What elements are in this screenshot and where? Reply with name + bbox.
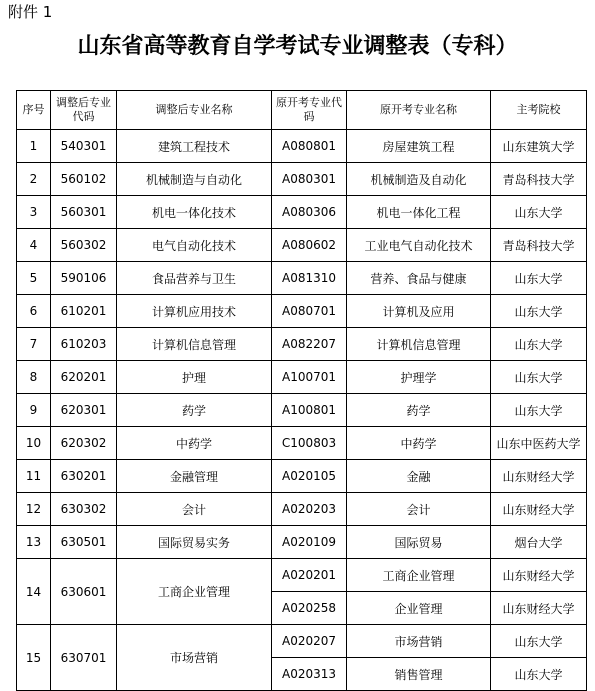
row-new-code: 610201 — [51, 295, 117, 328]
row-old-name: 计算机信息管理 — [347, 328, 491, 361]
row-school: 山东大学 — [491, 625, 587, 658]
row-seq: 3 — [17, 196, 51, 229]
row-old-code: A081310 — [272, 262, 347, 295]
row-seq: 15 — [17, 625, 51, 691]
table-row — [17, 427, 587, 460]
table-row — [17, 493, 587, 526]
row-old-code: A080301 — [272, 163, 347, 196]
row-new-name: 计算机应用技术 — [117, 295, 272, 328]
header-seq: 序号 — [17, 91, 51, 130]
row-new-name: 护理 — [117, 361, 272, 394]
row-seq: 1 — [17, 130, 51, 163]
row-new-name: 中药学 — [117, 427, 272, 460]
row-new-code: 560102 — [51, 163, 117, 196]
table-row — [17, 163, 587, 196]
row-new-code: 620301 — [51, 394, 117, 427]
row-new-code: 630302 — [51, 493, 117, 526]
header-new-name: 调整后专业名称 — [117, 91, 272, 130]
row-new-name: 国际贸易实务 — [117, 526, 272, 559]
table-row — [17, 328, 587, 361]
row-new-name: 会计 — [117, 493, 272, 526]
row-old-code: A100701 — [272, 361, 347, 394]
row-old-code: A020201 — [272, 559, 347, 592]
attachment-label: 附件 1 — [8, 3, 53, 21]
row-school: 山东建筑大学 — [491, 130, 587, 163]
row-old-code: A080801 — [272, 130, 347, 163]
row-new-name: 工商企业管理 — [117, 559, 272, 625]
row-new-code: 620201 — [51, 361, 117, 394]
row-seq: 2 — [17, 163, 51, 196]
row-old-code: A020203 — [272, 493, 347, 526]
table-row — [17, 526, 587, 559]
row-school: 山东大学 — [491, 295, 587, 328]
row-old-code: A020258 — [272, 592, 347, 625]
row-old-code: A020313 — [272, 658, 347, 691]
row-school: 山东财经大学 — [491, 559, 587, 592]
row-new-code: 630501 — [51, 526, 117, 559]
row-seq: 7 — [17, 328, 51, 361]
row-new-name: 金融管理 — [117, 460, 272, 493]
row-new-name: 机械制造与自动化 — [117, 163, 272, 196]
row-old-name: 机电一体化工程 — [347, 196, 491, 229]
row-seq: 14 — [17, 559, 51, 625]
row-new-name: 食品营养与卫生 — [117, 262, 272, 295]
row-old-name: 护理学 — [347, 361, 491, 394]
row-new-code: 560302 — [51, 229, 117, 262]
row-old-name: 房屋建筑工程 — [347, 130, 491, 163]
row-old-name: 市场营销 — [347, 625, 491, 658]
row-school: 山东大学 — [491, 328, 587, 361]
row-old-name: 中药学 — [347, 427, 491, 460]
document-title: 山东省高等教育自学考试专业调整表（专科） — [77, 33, 518, 59]
row-old-name: 药学 — [347, 394, 491, 427]
header-new-code: 调整后专业代码 — [51, 91, 117, 130]
row-new-code: 560301 — [51, 196, 117, 229]
row-seq: 13 — [17, 526, 51, 559]
row-old-code: A080306 — [272, 196, 347, 229]
header-old-code: 原开考专业代码 — [272, 91, 347, 130]
table-row — [17, 262, 587, 295]
table-body — [17, 130, 587, 691]
table-row — [17, 559, 587, 592]
row-old-name: 营养、食品与健康 — [347, 262, 491, 295]
row-old-name: 金融 — [347, 460, 491, 493]
row-school: 烟台大学 — [491, 526, 587, 559]
row-seq: 12 — [17, 493, 51, 526]
adjustment-table — [16, 90, 587, 691]
row-old-name: 国际贸易 — [347, 526, 491, 559]
row-old-code: C100803 — [272, 427, 347, 460]
row-new-code: 630601 — [51, 559, 117, 625]
row-old-code: A020207 — [272, 625, 347, 658]
row-new-code: 610203 — [51, 328, 117, 361]
table-row — [17, 229, 587, 262]
row-old-name: 企业管理 — [347, 592, 491, 625]
row-new-name: 电气自动化技术 — [117, 229, 272, 262]
row-school: 山东大学 — [491, 196, 587, 229]
header-school: 主考院校 — [491, 91, 587, 130]
row-old-code: A020105 — [272, 460, 347, 493]
row-old-code: A080602 — [272, 229, 347, 262]
row-old-name: 工商企业管理 — [347, 559, 491, 592]
row-school: 青岛科技大学 — [491, 229, 587, 262]
row-school: 山东大学 — [491, 394, 587, 427]
row-seq: 8 — [17, 361, 51, 394]
row-new-name: 市场营销 — [117, 625, 272, 691]
row-new-name: 计算机信息管理 — [117, 328, 272, 361]
row-seq: 11 — [17, 460, 51, 493]
row-school: 青岛科技大学 — [491, 163, 587, 196]
table-row — [17, 460, 587, 493]
row-old-code: A100801 — [272, 394, 347, 427]
row-new-code: 590106 — [51, 262, 117, 295]
row-old-name: 销售管理 — [347, 658, 491, 691]
row-new-code: 630701 — [51, 625, 117, 691]
row-old-name: 计算机及应用 — [347, 295, 491, 328]
table-row — [17, 196, 587, 229]
row-new-name: 机电一体化技术 — [117, 196, 272, 229]
row-old-name: 工业电气自动化技术 — [347, 229, 491, 262]
table-row — [17, 394, 587, 427]
row-seq: 9 — [17, 394, 51, 427]
row-seq: 6 — [17, 295, 51, 328]
row-seq: 10 — [17, 427, 51, 460]
row-school: 山东财经大学 — [491, 493, 587, 526]
table-header-row — [17, 91, 587, 130]
table-row — [17, 625, 587, 658]
row-new-code: 540301 — [51, 130, 117, 163]
row-school: 山东大学 — [491, 361, 587, 394]
row-old-code: A082207 — [272, 328, 347, 361]
row-seq: 5 — [17, 262, 51, 295]
row-old-name: 机械制造及自动化 — [347, 163, 491, 196]
row-old-code: A020109 — [272, 526, 347, 559]
table-row — [17, 130, 587, 163]
table-row — [17, 295, 587, 328]
row-seq: 4 — [17, 229, 51, 262]
row-new-code: 620302 — [51, 427, 117, 460]
row-school: 山东财经大学 — [491, 592, 587, 625]
row-school: 山东大学 — [491, 262, 587, 295]
row-old-code: A080701 — [272, 295, 347, 328]
header-old-name: 原开考专业名称 — [347, 91, 491, 130]
table-row — [17, 361, 587, 394]
row-school: 山东大学 — [491, 658, 587, 691]
row-school: 山东财经大学 — [491, 460, 587, 493]
row-old-name: 会计 — [347, 493, 491, 526]
row-school: 山东中医药大学 — [491, 427, 587, 460]
row-new-code: 630201 — [51, 460, 117, 493]
row-new-name: 建筑工程技术 — [117, 130, 272, 163]
row-new-name: 药学 — [117, 394, 272, 427]
